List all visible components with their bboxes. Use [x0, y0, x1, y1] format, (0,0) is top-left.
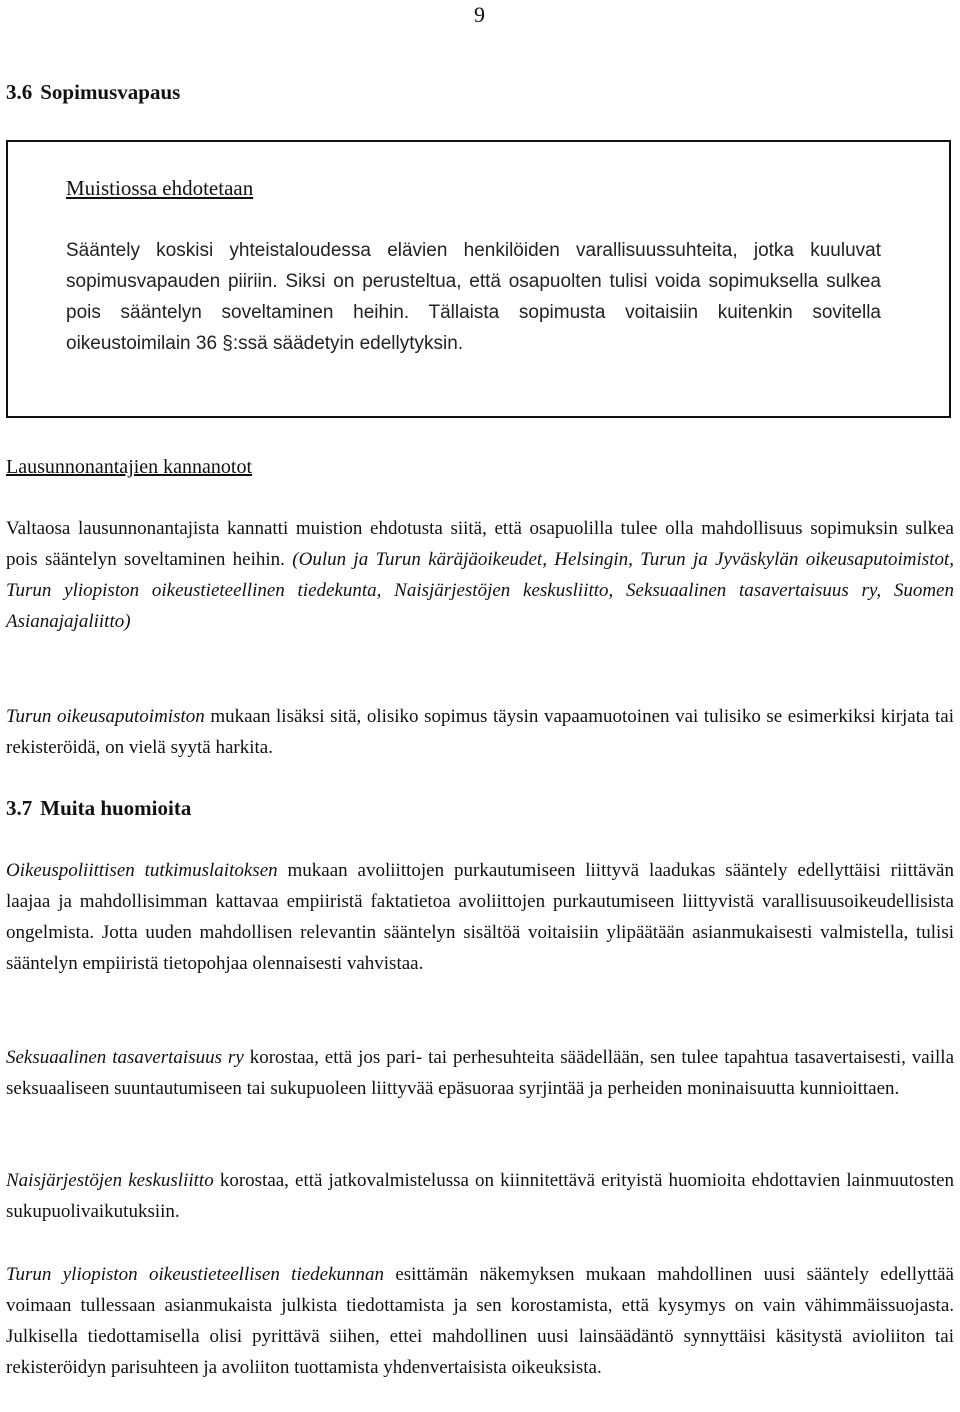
- section-heading-3-6: [6, 80, 180, 105]
- statements-paragraph-1: [6, 513, 954, 637]
- section-37-paragraph-2: [6, 1042, 954, 1104]
- paragraph-subject: Turun oikeusaputoimiston: [6, 706, 205, 727]
- section-number: 3.7: [6, 796, 33, 820]
- paragraph-text: korostaa, että jatkovalmistelussa on kiinnitettävä erityistä huomioita ehdottavien lainmuutosten sukupuolivaikutuksiin.: [6, 1170, 955, 1222]
- statements-sources: (Oulun ja Turun käräjäoikeudet, Helsingin, Turun ja Jyväskylän oikeusaputoimistot, Turun yliopiston oikeustieteellinen tiedekunta, Naisjärjestöjen keskusliitto, Seksuaalinen tasavertaisuus ry, Suomen Asianajajaliitto): [6, 549, 955, 632]
- statements-text: Valtaosa lausunnonantajista kannatti muistion ehdotusta siitä, että osapuolilla tulee olla mahdollisuus sopimuksin sulkea pois sääntelyn soveltaminen heihin.: [6, 518, 954, 570]
- section-heading-3-7: [6, 796, 191, 821]
- memo-box: [6, 140, 951, 418]
- paragraph-subject: Naisjärjestöjen keskusliitto: [6, 1170, 214, 1191]
- section-title: Sopimusvapaus: [40, 80, 181, 104]
- paragraph-subject: Turun yliopiston oikeustieteellisen tiedekunnan: [6, 1264, 385, 1285]
- section-title: Muita huomioita: [40, 796, 192, 820]
- section-37-paragraph-4: [6, 1259, 954, 1383]
- memo-heading: Muistiossa ehdotetaan: [66, 176, 254, 200]
- statements-heading: Lausunnonantajien kannanotot: [6, 456, 253, 478]
- paragraph-text: esittämän näkemyksen mukaan mahdollinen uusi sääntely edellyttää voimaan tullessaan asianmukaista julkista tiedottamista ja sen korostamista, että kysymys on vain vähimmäissuojasta. Julkisella tiedottamisella olisi pyrittävä siihen, ettei mahdollinen uusi lainsäädäntö synnyttäisi käsitystä avioliiton tai rekisteröidyn parisuhteen ja avoliiton tuottamista yhdenvertaisista oikeuksista.: [6, 1264, 954, 1378]
- section-37-paragraph-1: [6, 855, 954, 979]
- section-number: 3.6: [6, 80, 33, 104]
- page-number: 9: [474, 2, 485, 27]
- paragraph-subject: Seksuaalinen tasavertaisuus ry: [6, 1047, 244, 1068]
- paragraph-text: mukaan lisäksi sitä, olisiko sopimus täysin vapaamuotoinen vai tulisiko se esimerkiksi kirjata tai rekisteröidä, on vielä syytä harkita.: [6, 706, 955, 758]
- section-37-paragraph-3: [6, 1165, 954, 1227]
- paragraph-text: mukaan avoliittojen purkautumiseen liittyvä laadukas sääntely edellyttäisi riittävän laajaa ja mahdollisimman kattavaa empiiristä faktatietoa avoliittojen purkautumiseen liittyvistä varallisuusoikeudellisista ongelmista. Jotta uuden mahdollisen relevantin sääntelyn sisältöä voitaisiin ylipäätään asianmukaisesti valmistella, tulisi sääntelyn empiiristä tietopohjaa olennaisesti vahvistaa.: [6, 860, 954, 974]
- paragraph-subject: Oikeuspoliittisen tutkimuslaitoksen: [6, 860, 278, 881]
- statements-paragraph-2: [6, 701, 954, 763]
- paragraph-text: korostaa, että jos pari- tai perhesuhteita säädellään, sen tulee tapahtua tasavertaisesti, vailla seksuaaliseen suuntautumiseen tai sukupuoleen liittyvää epäsuoraa syrjintää ja perheiden moninaisuutta kunnioittaen.: [6, 1047, 955, 1099]
- memo-text: Sääntely koskisi yhteistaloudessa elävien henkilöiden varallisuussuhteita, jotka kuuluvat sopimusvapauden piiriin. Siksi on perusteltua, että osapuolten tulisi voida sopimuksella sulkea pois sääntelyn soveltaminen heihin. Tällaista sopimusta voitaisiin kuitenkin sovitella oikeustoimilain 36 §:ssä säädetyin edellytyksin.: [66, 240, 881, 354]
